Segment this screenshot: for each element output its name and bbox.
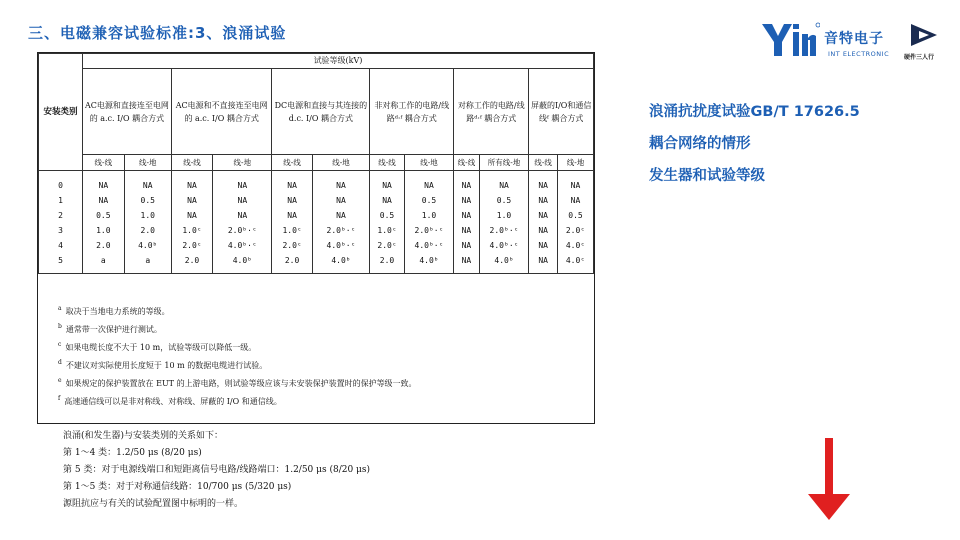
level-cell: 2.0ᶜ: [558, 223, 594, 238]
category-cell: 3: [39, 223, 83, 238]
level-cell: 4.0ᵇ·ᶜ: [479, 238, 529, 253]
table-note: [58, 393, 588, 411]
note-text: 通常带一次保护进行测试。: [65, 325, 162, 334]
table-row: [39, 208, 594, 223]
level-cell: 2.0ᶜ: [370, 238, 404, 253]
level-cell: 2.0: [171, 253, 212, 274]
level-cell: NA: [529, 208, 558, 223]
level-cell: NA: [529, 238, 558, 253]
level-cell: NA: [213, 171, 272, 194]
sub-header: 线-线: [272, 155, 312, 171]
level-cell: 0.5: [404, 193, 453, 208]
level-cell: a: [83, 253, 125, 274]
sub-header: 线-地: [124, 155, 171, 171]
level-cell: NA: [213, 208, 272, 223]
level-cell: 0.5: [479, 193, 529, 208]
level-cell: NA: [370, 171, 404, 194]
level-cell: 4.0ᵇ: [124, 238, 171, 253]
level-cell: 2.0ᵇ·ᶜ: [312, 223, 370, 238]
level-cell: NA: [529, 253, 558, 274]
level-cell: NA: [171, 208, 212, 223]
level-cell: 0.5: [83, 208, 125, 223]
note-text: 不建议对实际使用长度短于 10 m 的数据电缆进行试验。: [65, 361, 268, 370]
level-cell: 4.0ᵇ: [312, 253, 370, 274]
category-header: 安装类别: [39, 54, 83, 171]
level-cell: NA: [454, 193, 479, 208]
paragraph-line: 第 1～5 类：对于对称通信线路：10/700 μs (5/320 μs): [63, 482, 292, 492]
sub-header: 线-地: [404, 155, 453, 171]
level-cell: NA: [272, 171, 312, 194]
level-cell: 1.0: [479, 208, 529, 223]
category-cell: 4: [39, 238, 83, 253]
level-cell: 4.0ᶜ: [558, 238, 594, 253]
group-header: AC电源和直接连至电网的 a.c. I/O 耦合方式: [83, 69, 172, 155]
level-cell: NA: [404, 171, 453, 194]
surge-generator-paragraph: [63, 428, 370, 513]
level-cell: 1.0ᶜ: [272, 223, 312, 238]
paragraph-line: 第 1～4 类：1.2/50 μs (8/20 μs): [63, 448, 202, 458]
level-cell: 1.0ᶜ: [370, 223, 404, 238]
level-cell: 4.0ᵇ: [404, 253, 453, 274]
level-cell: NA: [370, 193, 404, 208]
level-cell: 2.0: [83, 238, 125, 253]
table-main-header: 试验等级(kV): [83, 54, 594, 69]
level-cell: NA: [124, 171, 171, 194]
level-cell: NA: [529, 223, 558, 238]
topic-item: 发生器和试验等级: [649, 168, 765, 184]
level-cell: 1.0ᶜ: [171, 223, 212, 238]
level-cell: 2.0: [370, 253, 404, 274]
level-cell: NA: [83, 171, 125, 194]
table-note: [58, 357, 588, 375]
sub-header: 所有线-地: [479, 155, 529, 171]
note-mark: d: [58, 359, 62, 366]
level-cell: 2.0: [124, 223, 171, 238]
level-cell: 1.0: [83, 223, 125, 238]
sub-header: 线-线: [529, 155, 558, 171]
table-note: [58, 321, 588, 339]
level-cell: NA: [171, 193, 212, 208]
level-cell: 4.0ᵇ·ᶜ: [312, 238, 370, 253]
company-logo: [762, 18, 942, 62]
note-text: 如果电缆长度不大于 10 m，试验等级可以降低一级。: [65, 343, 257, 352]
level-cell: 0.5: [558, 208, 594, 223]
level-cell: a: [124, 253, 171, 274]
paragraph-line: 浪涌(和发生器)与安装类别的关系如下：: [63, 431, 224, 441]
level-cell: NA: [558, 171, 594, 194]
level-cell: NA: [312, 193, 370, 208]
level-cell: NA: [558, 193, 594, 208]
group-header: 屏蔽的I/O和通信线ᶠ 耦合方式: [529, 69, 594, 155]
sub-header: 线-线: [83, 155, 125, 171]
level-cell: 2.0ᵇ·ᶜ: [479, 223, 529, 238]
level-cell: NA: [171, 171, 212, 194]
test-level-table: [38, 53, 594, 274]
level-cell: 4.0ᵇ·ᶜ: [404, 238, 453, 253]
level-cell: 1.0: [404, 208, 453, 223]
level-cell: NA: [479, 171, 529, 194]
level-cell: 4.0ᵇ: [479, 253, 529, 274]
level-cell: NA: [213, 193, 272, 208]
level-cell: 4.0ᵇ: [213, 253, 272, 274]
group-header: DC电源和直接与其连接的 d.c. I/O 耦合方式: [272, 69, 370, 155]
paragraph-line: 第 5 类：对于电源线端口和短距离信号电路/线路端口：1.2/50 μs (8/20 μs): [63, 465, 371, 475]
level-cell: NA: [454, 223, 479, 238]
topic-item: 耦合网络的情形: [649, 136, 751, 152]
sub-header: 线-地: [558, 155, 594, 171]
table-row: [39, 193, 594, 208]
level-cell: 4.0ᶜ: [558, 253, 594, 274]
level-cell: NA: [312, 171, 370, 194]
table-row: [39, 253, 594, 274]
sub-header: 线-线: [171, 155, 212, 171]
level-cell: NA: [272, 193, 312, 208]
sub-header: 线-地: [312, 155, 370, 171]
note-mark: c: [58, 341, 62, 348]
level-cell: 2.0ᵇ·ᶜ: [404, 223, 453, 238]
sub-header: 线-地: [213, 155, 272, 171]
category-cell: 1: [39, 193, 83, 208]
level-cell: 1.0: [124, 208, 171, 223]
logo-chinese-name: 音特电子: [824, 31, 884, 47]
level-cell: 2.0ᶜ: [272, 238, 312, 253]
level-cell: 4.0ᵇ·ᶜ: [213, 238, 272, 253]
table-row: [39, 238, 594, 253]
table-body: [39, 171, 594, 274]
note-mark: a: [58, 305, 62, 312]
note-mark: f: [58, 395, 61, 402]
note-mark: e: [58, 377, 62, 384]
category-cell: 0: [39, 171, 83, 194]
sub-header: 线-线: [454, 155, 479, 171]
table-row: [39, 223, 594, 238]
logo-mark-icon: [762, 20, 820, 58]
category-cell: 5: [39, 253, 83, 274]
table-note: [58, 339, 588, 357]
logo-subtitle: 硬件三人行: [904, 54, 935, 61]
group-header: 对称工作的电路/线路ᵈ·ᶠ 耦合方式: [454, 69, 529, 155]
level-cell: NA: [83, 193, 125, 208]
table-note: [58, 303, 588, 321]
category-cell: 2: [39, 208, 83, 223]
standard-excerpt: [37, 52, 595, 424]
level-cell: 2.0: [272, 253, 312, 274]
group-header: 非对称工作的电路/线路ᵈ·ᶠ 耦合方式: [370, 69, 454, 155]
note-mark: b: [58, 323, 62, 330]
level-cell: 2.0ᶜ: [171, 238, 212, 253]
note-text: 取决于当地电力系统的等级。: [65, 307, 170, 316]
topic-item: 浪涌抗扰度试验GB/T 17626.5: [649, 104, 860, 120]
level-cell: NA: [454, 171, 479, 194]
slide-title: 三、电磁兼容试验标准:3、浪涌试验: [28, 24, 287, 42]
play-triangle-icon: [907, 22, 941, 48]
level-cell: NA: [529, 171, 558, 194]
note-text: 高速通信线可以是非对称线、对称线、屏蔽的 I/O 和通信线。: [64, 397, 282, 406]
level-cell: 0.5: [124, 193, 171, 208]
level-cell: NA: [272, 208, 312, 223]
note-text: 如果规定的保护装置放在 EUT 的上游电路，则试验等级应该与未安装保护装置时的保护等级一致。: [65, 379, 417, 388]
level-cell: NA: [529, 193, 558, 208]
paragraph-line: 源阻抗应与有关的试验配置图中标明的一样。: [63, 499, 244, 509]
level-cell: NA: [454, 208, 479, 223]
table-notes: [58, 303, 588, 411]
level-cell: NA: [312, 208, 370, 223]
level-cell: NA: [454, 238, 479, 253]
table-note: [58, 375, 588, 393]
table-row: [39, 171, 594, 194]
sub-header: 线-线: [370, 155, 404, 171]
level-cell: NA: [454, 253, 479, 274]
level-cell: 2.0ᵇ·ᶜ: [213, 223, 272, 238]
topic-list: [649, 96, 860, 192]
logo-english-name: INT ELECTRONIC: [828, 50, 890, 58]
group-header: AC电源和不直接连至电网的 a.c. I/O 耦合方式: [171, 69, 272, 155]
down-arrow-icon: [808, 438, 850, 520]
level-cell: 0.5: [370, 208, 404, 223]
